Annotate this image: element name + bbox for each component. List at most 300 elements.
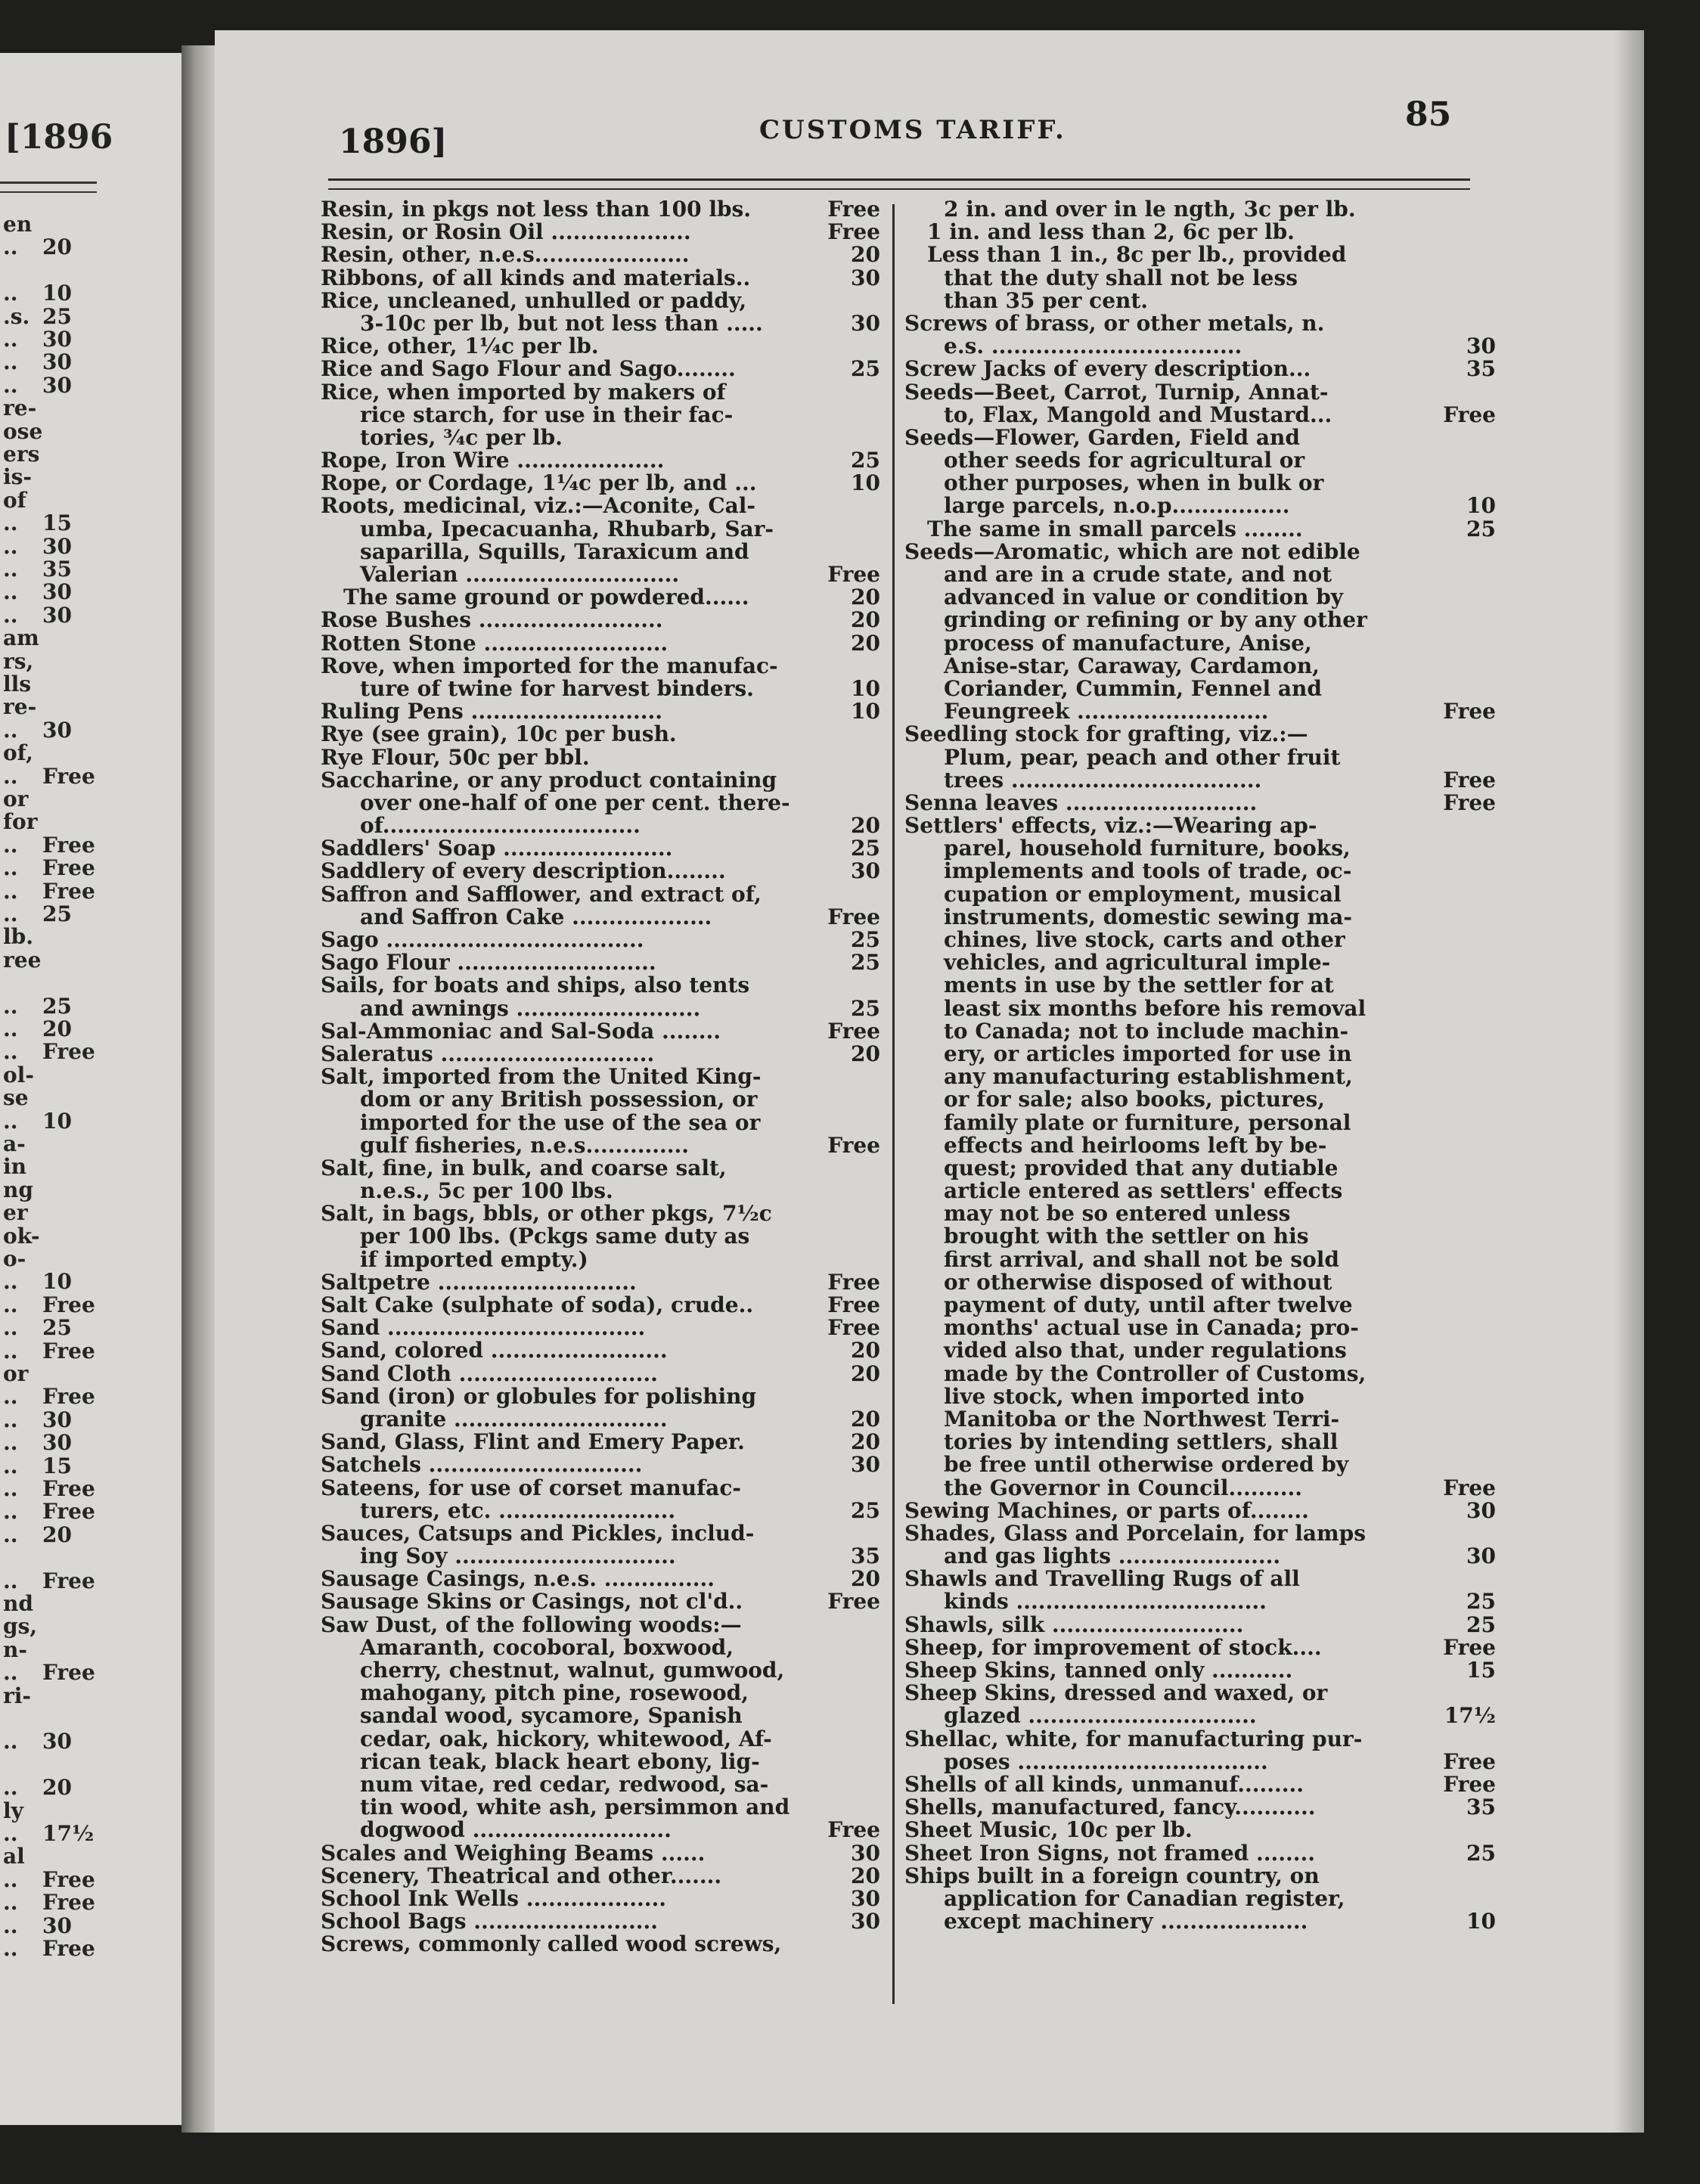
facing-line-rate: 30 <box>42 372 72 398</box>
tariff-entry-line <box>904 1477 1496 1500</box>
facing-line-text: ng <box>3 1177 33 1202</box>
entry-rate: 25 <box>1466 1612 1496 1637</box>
facing-line-text: or <box>3 786 29 811</box>
facing-page-line <box>3 1453 72 1478</box>
entry-text: if imported empty.) <box>360 1246 588 1272</box>
facing-line-text: am <box>3 625 39 651</box>
tariff-entry-line <box>321 1796 880 1819</box>
entry-rate: Free <box>1443 1475 1496 1500</box>
entry-rate: 30 <box>1466 1543 1496 1569</box>
tariff-entry-line <box>321 1705 880 1727</box>
entry-text: Salt, imported from the United King- <box>321 1064 762 1090</box>
facing-line-rate: Free <box>42 1890 95 1916</box>
facing-page-line <box>3 1384 95 1410</box>
tariff-entry-line <box>321 906 880 929</box>
tariff-entry-line <box>904 1180 1496 1202</box>
entry-rate: 20 <box>851 630 880 656</box>
facing-line-text: se <box>3 1085 29 1111</box>
facing-page-line <box>3 372 72 398</box>
entry-text: Sheep, for improvement of stock.... <box>904 1634 1322 1660</box>
tariff-entry-line <box>321 1294 880 1317</box>
facing-line-rate: Free <box>42 878 95 904</box>
facing-line-rate: 10 <box>42 1108 72 1134</box>
facing-page-edge <box>0 53 181 2125</box>
tariff-entry-line <box>321 1180 880 1202</box>
entry-text: Rove, when imported for the manufac- <box>321 653 778 678</box>
facing-line-text: .. <box>3 349 18 375</box>
entry-text: Satchels ............................. <box>321 1452 643 1478</box>
tariff-entry-line <box>321 1748 880 1774</box>
facing-page-line <box>3 832 95 858</box>
facing-line-text: al <box>3 1844 25 1869</box>
tariff-entry-line <box>904 1431 1496 1453</box>
tariff-entry-line <box>904 1408 1496 1431</box>
tariff-entry-line <box>904 1317 1496 1339</box>
facing-page-line <box>3 281 72 306</box>
tariff-entry-line <box>321 221 880 244</box>
tariff-entry-line <box>321 1819 880 1841</box>
entry-text: 3-10c per lb, but not less than ..... <box>360 310 763 336</box>
tariff-entry-line <box>904 1294 1496 1317</box>
tariff-entry-line <box>904 814 1496 837</box>
entry-text: Sand, Glass, Flint and Emery Paper. <box>321 1429 745 1455</box>
tariff-entry-line <box>321 632 880 655</box>
page-shadow <box>1614 30 1644 2133</box>
facing-page-line <box>3 1615 37 1638</box>
entry-rate: 10 <box>851 675 880 701</box>
page-year: 1896] <box>339 123 448 161</box>
facing-page-line <box>3 510 72 536</box>
tariff-entry-line <box>904 632 1496 655</box>
tariff-entry-line <box>904 424 1496 450</box>
tariff-entry-line <box>904 997 1496 1020</box>
facing-line-rate: 30 <box>42 1729 72 1754</box>
entry-rate: Free <box>1443 790 1496 815</box>
facing-line-text: .. <box>3 1039 18 1065</box>
facing-page-line <box>3 397 36 420</box>
entry-text: Sewing Machines, or parts of........ <box>904 1497 1309 1523</box>
entry-text: saparilla, Squills, Taraxicum and <box>360 538 749 564</box>
facing-page-line <box>3 878 95 904</box>
tariff-entry-line <box>321 1659 880 1682</box>
tariff-entry-line <box>321 1157 880 1180</box>
entry-text: Ships built in a foreign country, on <box>904 1863 1320 1888</box>
facing-line-text: .. <box>3 579 18 605</box>
book-gutter <box>181 45 215 2133</box>
facing-page-line <box>3 1016 72 1041</box>
facing-line-text: .. <box>3 1315 18 1341</box>
entry-text: over one-half of one per cent. there- <box>360 790 790 815</box>
facing-line-text: re- <box>3 396 37 421</box>
tariff-entry-line <box>321 1339 880 1362</box>
entry-text: Rye Flour, 50c per bbl. <box>321 744 590 770</box>
entry-text: e.s. .................................. <box>944 333 1242 359</box>
facing-page-line <box>3 420 42 443</box>
facing-line-text: .. <box>3 1936 18 1961</box>
entry-text: 2 in. and over in le ngth, 3c per lb. <box>944 197 1356 222</box>
entry-text: cherry, chestnut, walnut, gumwood, <box>360 1658 785 1683</box>
facing-page-line <box>3 466 32 489</box>
facing-line-rate: 30 <box>42 327 72 352</box>
facing-page-line <box>3 489 26 512</box>
entry-text: Resin, in pkgs not less than 100 lbs. <box>321 197 752 222</box>
facing-page-line <box>3 327 72 352</box>
entry-text: and Saffron Cake ................... <box>360 904 712 929</box>
entry-text: Rotten Stone ......................... <box>321 630 669 656</box>
left-column <box>321 198 880 1956</box>
tariff-entry-line <box>321 538 880 564</box>
entry-rate: 20 <box>851 1360 880 1386</box>
entry-text: per 100 lbs. (Pckgs same duty as <box>360 1224 750 1249</box>
tariff-entry-line <box>904 538 1496 564</box>
entry-text: Saddlers' Soap ....................... <box>321 836 673 861</box>
entry-text: Rope, or Cordage, 1¼c per lb, and ... <box>321 470 757 496</box>
facing-line-rate: 30 <box>42 1430 72 1456</box>
entry-text: Sand (iron) or globules for polishing <box>321 1383 757 1409</box>
entry-text: Sago ................................... <box>321 927 644 952</box>
facing-line-text: .. <box>3 1430 18 1456</box>
facing-page-line <box>3 673 31 696</box>
facing-page-line <box>3 1133 26 1156</box>
entry-rate: 20 <box>851 1429 880 1455</box>
facing-line-rate: Free <box>42 1568 95 1593</box>
facing-page-line <box>3 926 33 948</box>
tariff-page <box>215 30 1644 2133</box>
facing-line-rate: Free <box>42 1866 95 1892</box>
tariff-entry-line <box>321 449 880 472</box>
tariff-entry-line <box>904 769 1496 792</box>
entry-text: be free until otherwise ordered by <box>944 1452 1349 1478</box>
facing-line-text: ly <box>3 1798 23 1823</box>
facing-line-text: .. <box>3 1913 18 1938</box>
tariff-entry-line <box>904 495 1496 517</box>
facing-page-line <box>3 1890 95 1916</box>
facing-page-line <box>3 1660 95 1686</box>
facing-line-text: en <box>3 212 33 237</box>
entry-text: mahogany, pitch pine, rosewood, <box>360 1680 749 1706</box>
tariff-entry-line <box>904 1819 1496 1841</box>
entry-text: advanced in value or condition by <box>944 585 1344 610</box>
facing-page-line <box>3 1568 95 1593</box>
entry-text: Rice, other, 1¼c per lb. <box>321 333 599 359</box>
entry-text: dogwood ........................... <box>360 1817 672 1843</box>
entry-text: Saleratus ............................. <box>321 1041 655 1066</box>
entry-text: parel, household furniture, books, <box>944 836 1351 861</box>
facing-line-text: .. <box>3 1729 18 1754</box>
tariff-entry-line <box>904 860 1496 883</box>
tariff-entry-line <box>904 198 1496 221</box>
facing-line-text: .. <box>3 1522 18 1547</box>
facing-page-line <box>3 1179 33 1202</box>
tariff-entry-line <box>321 1109 880 1135</box>
facing-page-line <box>3 1108 72 1134</box>
entry-rate: 30 <box>851 1909 880 1934</box>
tariff-entry-line <box>321 860 880 883</box>
entry-rate: 35 <box>851 1543 880 1569</box>
entry-rate: 20 <box>851 1566 880 1592</box>
facing-line-text: er <box>3 1200 28 1226</box>
entry-text: ments in use by the settler for at <box>944 973 1334 998</box>
tariff-entry-line <box>904 472 1496 495</box>
tariff-entry-line <box>904 563 1496 586</box>
entry-rate: 25 <box>851 1497 880 1523</box>
tariff-entry-line <box>321 1728 880 1751</box>
tariff-entry-line <box>904 1360 1496 1386</box>
facing-page-line <box>3 763 95 789</box>
entry-rate: 25 <box>1466 516 1496 541</box>
facing-line-text: .. <box>3 327 18 352</box>
entry-text: num vitae, red cedar, redwood, sa- <box>360 1771 769 1797</box>
facing-page-line <box>3 949 41 972</box>
entry-text: Valerian ............................. <box>360 562 680 587</box>
facing-line-text: n- <box>3 1636 27 1662</box>
tariff-entry-line <box>321 381 880 404</box>
entry-rate: 30 <box>1466 1497 1496 1523</box>
tariff-entry-line <box>904 1157 1496 1180</box>
facing-page-line <box>3 1522 72 1547</box>
entry-text: imported for the use of the sea or <box>360 1109 761 1135</box>
facing-page-line <box>3 742 33 765</box>
facing-line-text: .. <box>3 1292 18 1317</box>
facing-line-text: .. <box>3 1476 18 1501</box>
facing-line-text: .. <box>3 372 18 398</box>
entry-text: process of manufacture, Anise, <box>944 630 1312 656</box>
column-divider <box>892 204 895 2004</box>
entry-rate: 20 <box>851 1338 880 1363</box>
facing-page-line <box>3 1476 95 1501</box>
entry-text: Saddlery of every description........ <box>321 858 726 884</box>
entry-text: or for sale; also books, pictures, <box>944 1087 1326 1112</box>
tariff-entry-line <box>321 655 880 678</box>
entry-text: Sheet Music, 10c per lb. <box>904 1817 1193 1843</box>
tariff-entry-line <box>321 1202 880 1225</box>
facing-page-line <box>3 627 39 650</box>
entry-text: Seeds—Aromatic, which are not edible <box>904 538 1360 564</box>
entry-text: Anise-star, Caraway, Cardamon, <box>944 653 1320 678</box>
tariff-entry-line <box>321 837 880 860</box>
facing-page-line <box>3 1866 95 1892</box>
facing-page-line <box>3 303 72 329</box>
entry-text: School Bags ......................... <box>321 1909 658 1934</box>
facing-page-line <box>3 1087 29 1109</box>
entry-text: Shells of all kinds, unmanuf......... <box>904 1771 1304 1797</box>
entry-text: School Ink Wells ................... <box>321 1885 666 1911</box>
entry-rate: Free <box>827 219 880 245</box>
facing-page-line <box>3 1729 72 1754</box>
entry-text: Ruling Pens .......................... <box>321 699 663 724</box>
facing-page-line <box>3 811 37 833</box>
facing-line-text: .. <box>3 1890 18 1916</box>
tariff-entry-line <box>904 1225 1496 1248</box>
entry-text: chines, live stock, carts and other <box>944 927 1345 952</box>
facing-line-rate: Free <box>42 1039 95 1065</box>
entry-text: may not be so entered unless <box>944 1201 1291 1227</box>
entry-text: vehicles, and agricultural imple- <box>944 950 1331 976</box>
facing-line-text: lls <box>3 672 32 696</box>
entry-rate: 25 <box>851 356 880 382</box>
tariff-entry-line <box>321 1066 880 1088</box>
tariff-entry-line <box>321 1134 880 1157</box>
entry-rate: 20 <box>851 813 880 839</box>
tariff-entry-line <box>904 837 1496 860</box>
entry-text: Sand, colored ........................ <box>321 1338 668 1363</box>
facing-line-text: .. <box>3 832 18 858</box>
facing-line-text: .. <box>3 1775 18 1801</box>
facing-line-text: o- <box>3 1246 26 1271</box>
entry-text: Seedling stock for grafting, viz.:— <box>904 721 1308 747</box>
facing-line-text: .. <box>3 557 18 582</box>
tariff-entry-line <box>321 700 880 723</box>
facing-page-line <box>3 650 33 673</box>
tariff-entry-line <box>321 609 880 631</box>
entry-text: to, Flax, Mangold and Mustard... <box>944 402 1332 427</box>
facing-line-text: .. <box>3 234 18 260</box>
facing-page-line <box>3 1430 72 1456</box>
entry-text: or otherwise disposed of without <box>944 1269 1332 1295</box>
facing-page-line <box>3 1636 27 1662</box>
entry-text: cupation or employment, musical <box>944 881 1342 907</box>
tariff-entry-line <box>321 1682 880 1705</box>
entry-rate: 30 <box>1466 333 1496 359</box>
entry-text: that the duty shall not be less <box>944 265 1298 290</box>
facing-page-line <box>3 557 72 582</box>
entry-text: to Canada; not to include machin- <box>944 1018 1349 1044</box>
facing-page-line <box>3 1593 33 1615</box>
facing-line-rate: Free <box>42 1936 95 1961</box>
entry-text: Rice, uncleaned, unhulled or paddy, <box>321 287 747 313</box>
tariff-entry-line <box>321 1885 880 1911</box>
tariff-entry-line <box>321 1020 880 1043</box>
tariff-entry-line <box>904 929 1496 951</box>
entry-text: trees .................................. <box>944 767 1262 793</box>
tariff-entry-line <box>321 1933 880 1956</box>
entry-rate: 20 <box>851 585 880 610</box>
facing-line-text: .. <box>3 1453 18 1478</box>
entry-text: ture of twine for harvest binders. <box>360 675 754 701</box>
tariff-entry-line <box>321 244 880 266</box>
facing-line-text: .. <box>3 1016 18 1041</box>
facing-line-rate: Free <box>42 1660 95 1686</box>
entry-rate: 25 <box>851 995 880 1021</box>
tariff-entry-line <box>321 1636 880 1659</box>
entry-text: Seeds—Flower, Garden, Field and <box>904 424 1300 450</box>
facing-page-line <box>3 1315 72 1341</box>
tariff-entry-line <box>321 1842 880 1865</box>
facing-page-year: [1896 <box>5 118 113 157</box>
entry-rate: Free <box>827 904 880 929</box>
tariff-entry-line <box>321 1453 880 1476</box>
entry-text: kinds .................................. <box>944 1589 1267 1615</box>
entry-text: rice starch, for use in their fac- <box>360 402 734 427</box>
entry-rate: 25 <box>851 927 880 952</box>
facing-line-rate: 30 <box>42 533 72 559</box>
header-rule <box>328 178 1470 190</box>
facing-line-text: .. <box>3 1866 18 1892</box>
facing-line-text: is- <box>3 464 33 490</box>
entry-text: Scales and Weighing Beams ...... <box>321 1840 706 1866</box>
facing-line-rate: 10 <box>42 1269 72 1295</box>
tariff-entry-line <box>904 404 1496 427</box>
facing-line-rate: 25 <box>42 993 72 1019</box>
facing-page-line <box>3 1363 28 1385</box>
tariff-entry-line <box>904 244 1496 266</box>
tariff-entry-line <box>904 974 1496 997</box>
entry-text: Shades, Glass and Porcelain, for lamps <box>904 1520 1366 1546</box>
facing-page-line <box>3 901 72 926</box>
facing-line-text: rs, <box>3 648 34 674</box>
facing-page-line <box>3 1913 72 1938</box>
entry-text: implements and tools of trade, oc- <box>944 858 1352 884</box>
entry-text: tin wood, white ash, persimmon and <box>360 1795 790 1820</box>
tariff-entry-line <box>321 518 880 541</box>
tariff-entry-line <box>904 1842 1496 1865</box>
entry-text: Screws, commonly called wood screws, <box>321 1931 782 1957</box>
facing-line-rate: Free <box>42 1499 95 1525</box>
tariff-entry-line <box>904 1545 1496 1568</box>
entry-text: other purposes, when in bulk or <box>944 470 1324 496</box>
entry-rate: 35 <box>1466 356 1496 382</box>
facing-page-line <box>3 1039 95 1065</box>
tariff-entry-line <box>321 974 880 997</box>
entry-text: n.e.s., 5c per 100 lbs. <box>360 1178 613 1204</box>
tariff-entry-line <box>904 267 1496 290</box>
entry-text: rican teak, black heart ebony, lig- <box>360 1748 760 1774</box>
tariff-entry-line <box>321 1246 880 1272</box>
entry-text: Amaranth, cocoboral, boxwood, <box>360 1634 734 1660</box>
facing-line-rate: 20 <box>42 1522 72 1547</box>
entry-rate: Free <box>827 1132 880 1158</box>
tariff-entry-line <box>904 1385 1496 1408</box>
entry-rate: Free <box>1443 1634 1496 1660</box>
entry-rate: Free <box>1443 699 1496 724</box>
facing-line-rate: 10 <box>42 281 72 306</box>
entry-text: Salt, in bags, bbls, or other pkgs, 7½c <box>321 1201 772 1227</box>
facing-page-rule <box>0 181 97 193</box>
tariff-entry-line <box>904 1682 1496 1705</box>
facing-line-rate: 17½ <box>42 1821 95 1846</box>
facing-line-text: in <box>3 1154 26 1180</box>
entry-text: article entered as settlers' effects <box>944 1178 1343 1204</box>
entry-rate: 30 <box>851 1885 880 1911</box>
entry-text: Sausage Skins or Casings, not cl'd.. <box>321 1589 743 1615</box>
facing-line-text: .. <box>3 1269 18 1295</box>
facing-page-line <box>3 213 32 236</box>
facing-page-line <box>3 1845 25 1868</box>
tariff-entry-line <box>904 381 1496 404</box>
tariff-entry-line <box>321 267 880 290</box>
facing-line-text: ree <box>3 947 42 973</box>
facing-line-rate: 30 <box>42 349 72 375</box>
tariff-entry-line <box>904 951 1496 974</box>
facing-line-text: .. <box>3 1338 18 1363</box>
page-title: CUSTOMS TARIFF. <box>759 115 1066 145</box>
facing-line-text: .s. <box>3 303 30 329</box>
entry-text: ery, or articles imported for use in <box>944 1041 1352 1066</box>
tariff-entry-line <box>904 675 1496 701</box>
tariff-entry-line <box>904 1271 1496 1294</box>
facing-line-text: .. <box>3 763 18 789</box>
tariff-entry-line <box>321 1497 880 1523</box>
entry-rate: Free <box>827 197 880 222</box>
facing-line-text: .. <box>3 717 18 743</box>
facing-line-rate: 15 <box>42 510 72 536</box>
facing-page-line <box>3 1064 34 1087</box>
tariff-entry-line <box>321 1225 880 1248</box>
tariff-entry-line <box>904 1202 1496 1225</box>
tariff-entry-line <box>321 746 880 769</box>
tariff-entry-line <box>321 1614 880 1636</box>
tariff-entry-line <box>904 518 1496 541</box>
